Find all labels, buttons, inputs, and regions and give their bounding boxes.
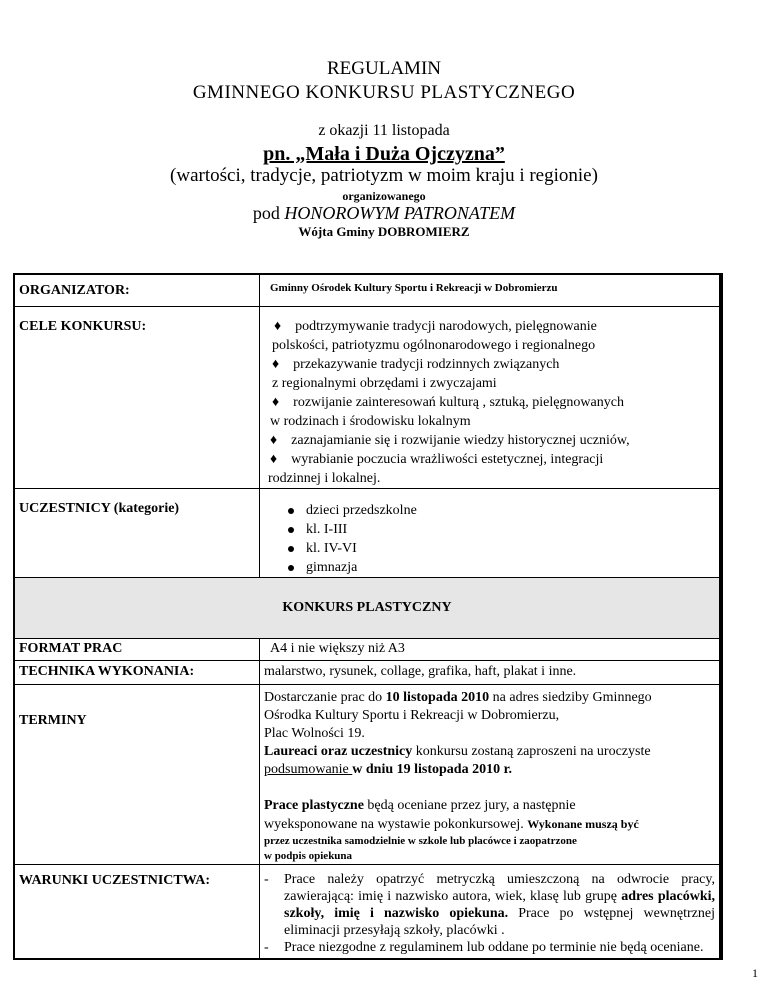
doc-title-line2: GMINNEGO KONKURSU PLASTYCZNEGO: [192, 82, 576, 103]
doc-title-line1: REGULAMIN: [327, 58, 441, 79]
terms-cell: [260, 685, 720, 865]
bullet-icon: [288, 508, 294, 514]
patron-prefix: pod: [252, 203, 285, 223]
terms-text: na adres siedziby Gminnego: [489, 690, 652, 705]
condition-text: Prace należy opatrzyć metryczką umieszczoną na odwrocie pracy, zawierającą: imię i nazwisko autora, wiek, klasę lub grupę: [284, 872, 715, 904]
participant-item: [288, 501, 715, 520]
conditions-cell: [260, 865, 720, 959]
format-label: FORMAT PRAC: [15, 639, 260, 661]
technique-value: malarstwo, rysunek, collage, grafika, haft, plakat i inne.: [260, 661, 720, 685]
participant-label: dzieci przedszkolne: [306, 503, 417, 518]
goal-line: przekazywanie tradycji rodzinnych związanych: [293, 357, 560, 372]
terms-label: TERMINY: [15, 685, 260, 865]
terms-text: konkursu zostaną zaproszeni na uroczyste: [412, 744, 651, 759]
contest-name: pn. „Mała i Duża Ojczyzna”: [263, 143, 505, 165]
terms-bold: Wykonane muszą być: [527, 817, 639, 831]
page-number: 1: [752, 966, 758, 980]
terms-text: Ośrodka Kultury Sportu i Rekreacji w Dobromierzu,: [264, 708, 560, 723]
terms-bold: Prace plastyczne: [264, 798, 364, 813]
organizer-value: Gminny Ośrodek Kultury Sportu i Rekreacji w Dobromierzu: [260, 275, 720, 307]
terms-text: w podpis opiekuna: [264, 850, 353, 862]
condition-item: Prace niezgodne z regulaminem lub oddane po terminie nie będą oceniane.: [284, 940, 704, 955]
goals-cell: [260, 307, 720, 489]
goal-line: polskości, patriotyzmu ogólnonarodowego i regionalnego: [272, 338, 596, 353]
goal-line: zaznajamianie się i rozwijanie wiedzy historycznej uczniów,: [291, 433, 630, 448]
participants-label: UCZESTNICY (kategorie): [15, 489, 260, 578]
technique-label: TECHNIKA WYKONANIA:: [15, 661, 260, 685]
condition-text: Prace po wstępnej wewnętrznej eliminacji przesyłają szkoły, placówki .: [284, 906, 715, 938]
participant-item: [288, 539, 715, 558]
diamond-icon: ♦: [272, 395, 280, 410]
condition-bold: adres placówki, szkoły, imię i nazwisko opiekuna.: [284, 889, 715, 921]
occasion: z okazji 11 listopada: [318, 122, 450, 139]
terms-text: przez uczestnika samodzielnie w szkole lub placówce i zaopatrzone: [264, 835, 577, 847]
patron-text: HONOROWYM PATRONATEM: [284, 203, 516, 223]
diamond-icon: ♦: [270, 452, 278, 467]
patronage: [0, 203, 768, 224]
goal-line: wyrabianie poczucia wrażliwości estetycznej, integracji: [291, 452, 604, 467]
participant-item: [288, 558, 715, 577]
terms-date: w dniu 19 listopada 2010 r.: [352, 762, 513, 777]
participants-cell: [260, 489, 720, 578]
goals-label: CELE KONKURSU:: [15, 307, 260, 489]
goal-line: w rodzinach i środowisku lokalnym: [270, 414, 471, 429]
section-title: KONKURS PLASTYCZNY: [15, 578, 720, 639]
goal-line: podtrzymywanie tradycji narodowych, pielęgnowanie: [295, 319, 597, 334]
participant-item: [288, 520, 715, 539]
goal-line: rozwijanie zainteresowań kulturą , sztuką, pielęgnowanych: [293, 395, 624, 410]
format-value: A4 i nie większy niż A3: [260, 639, 720, 661]
dash-icon: -: [264, 940, 269, 955]
terms-text: podsumowanie: [264, 762, 353, 777]
diamond-icon: ♦: [272, 357, 280, 372]
terms-text: będą oceniane przez jury, a następnie: [363, 798, 576, 813]
dash-icon: -: [264, 872, 269, 887]
terms-text: Plac Wolności 19.: [264, 726, 365, 741]
participant-label: kl. I-III: [306, 522, 348, 537]
participant-label: gimnazja: [306, 560, 358, 575]
goal-line: z regionalnymi obrzędami i zwyczajami: [272, 376, 497, 391]
terms-date: 10 listopada 2010: [385, 690, 490, 705]
contest-subtitle: (wartości, tradycje, patriotyzm w moim kraju i regionie): [170, 165, 598, 186]
bullet-icon: [288, 546, 294, 552]
diamond-icon: ♦: [270, 433, 278, 448]
bullet-icon: [288, 565, 294, 571]
rules-table: [13, 273, 723, 960]
participant-label: kl. IV-VI: [306, 541, 357, 556]
goal-line: rodzinnej i lokalnej.: [268, 471, 381, 486]
organizer-label: ORGANIZATOR:: [15, 275, 260, 307]
diamond-icon: ♦: [274, 319, 282, 334]
conditions-label: WARUNKI UCZESTNICTWA:: [15, 865, 260, 959]
bullet-icon: [288, 527, 294, 533]
patron-person: Wójta Gminy DOBROMIERZ: [298, 224, 470, 239]
terms-bold: Laureaci oraz uczestnicy: [264, 744, 413, 759]
organized-label: organizowanego: [342, 189, 426, 203]
terms-text: wyeksponowane na wystawie pokonkursowej.: [264, 817, 528, 832]
terms-text: Dostarczanie prac do: [264, 690, 386, 705]
condition-item: [284, 871, 715, 939]
